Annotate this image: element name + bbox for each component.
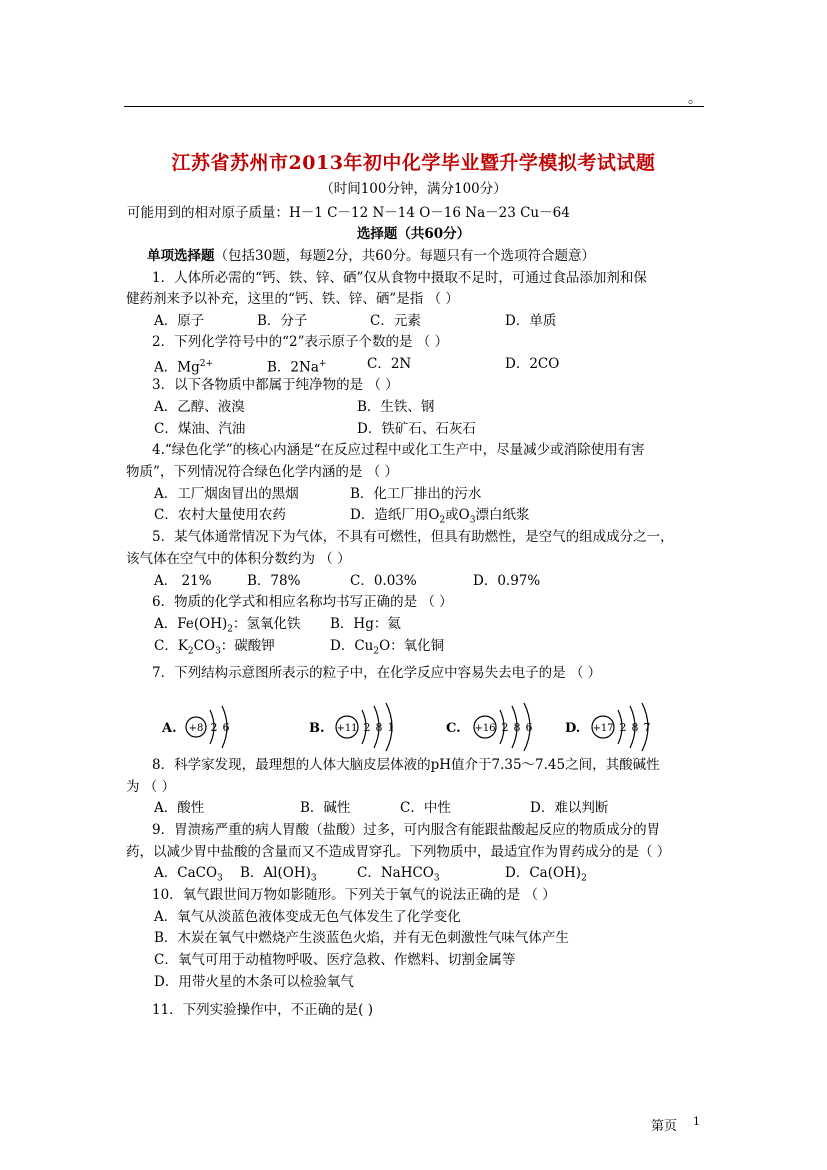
q4-option-d-part2: 或O: [445, 507, 470, 523]
q5-stem-line1: 5．某气体通常情况下为气体，不具有可燃性，但具有助燃性，是空气的组成成分之一，: [152, 529, 674, 545]
q9-option-c-sub: 3: [433, 873, 440, 884]
q8-stem-line2: 为 （ ）: [126, 779, 176, 795]
q8-stem-line1: 8．科学家发现，最理想的人体大脑皮层体液的pH值介于7.35～7.45之间，其酸碱性: [152, 757, 660, 773]
q2-option-a-text: A．Mg: [154, 359, 200, 376]
q9-option-b: [240, 864, 317, 888]
q6-option-a-part1: A．Fe(OH): [154, 616, 228, 632]
q9-option-a-text: A．CaCO: [154, 865, 218, 881]
structure-d-shell-1-count: 2: [619, 721, 627, 734]
section-intro: [147, 247, 595, 265]
footer-page-number: 1: [693, 1115, 700, 1128]
structure-d-nucleus: +17: [592, 723, 614, 734]
exam-title: 江苏省苏州市2013年初中化学毕业暨升学模拟考试试题: [171, 152, 656, 174]
structure-d-shell-3-count: 7: [643, 721, 651, 734]
q7-stem: 7．下列结构示意图所表示的粒子中，在化学反应中容易失去电子的是 （ ）: [152, 665, 602, 681]
q9-option-d: [505, 864, 587, 888]
q9-stem-line1: 9．胃溃疡严重的病人胃酸（盐酸）过多，可内服含有能跟盐酸起反应的物质成分的胃: [152, 822, 661, 838]
q2-stem: 2．下列化学符号中的“2”表示原子个数的是 （ ）: [152, 334, 449, 350]
structure-b-shell-3-count: 1: [387, 721, 395, 734]
atom-structure-a: [160, 702, 240, 752]
q1-option-c: C．元素: [370, 313, 421, 329]
q4-stem-line1: 4.“绿色化学”的核心内涵是“在反应过程中或化工生产中，尽量减少或消除使用有害: [152, 442, 645, 458]
q4-option-d-part3: 漂白纸浆: [475, 507, 530, 523]
structure-d-shell-2-count: 8: [631, 721, 639, 734]
q5-option-b: B．78%: [247, 573, 301, 589]
q5-option-c: C．0.03%: [350, 573, 417, 589]
q4-stem-line2: 物质”，下列情况符合绿色化学内涵的是 （ ）: [126, 464, 398, 480]
q8-option-a: A．酸性: [154, 800, 205, 816]
q1-option-b: B．分子: [257, 313, 308, 329]
q8-option-d: D．难以判断: [530, 800, 609, 816]
q3-option-d: D．铁矿石、石灰石: [357, 421, 476, 437]
q6-option-c-part1: C．K: [154, 638, 188, 654]
q6-option-c-part3: ：碳酸钾: [220, 638, 275, 654]
q5-option-a: A． 21%: [154, 573, 212, 589]
structure-c-letter: C.: [446, 721, 461, 736]
atom-structure-c: [444, 702, 544, 752]
structure-b-letter: B.: [309, 721, 325, 736]
q9-option-d-sub: 2: [581, 873, 587, 884]
exam-duration: （时间100分钟，满分100分）: [320, 181, 507, 197]
q10-option-d: D．用带火星的木条可以检验氧气: [154, 974, 354, 990]
q4-option-a: A．工厂烟囱冒出的黑烟: [154, 486, 299, 502]
structure-c-shell-2-count: 8: [513, 721, 521, 734]
q2-option-b: [267, 355, 326, 377]
q9-stem-line2: 药，以减少胃中盐酸的含量而又不造成胃穿孔。下列物质中，最适宜作为胃药成分的是（ ）: [126, 844, 671, 860]
q6-option-a: [154, 615, 300, 639]
q1-option-a: A．原子: [154, 313, 205, 329]
q5-option-d: D．0.97%: [473, 573, 541, 589]
q4-option-c: C．农村大量使用农药: [154, 507, 286, 523]
structure-c-shell-1-count: 2: [501, 721, 509, 734]
q2-option-a: [154, 355, 213, 377]
section-intro-heading: 单项选择题: [147, 248, 215, 264]
structure-c-nucleus: +16: [474, 723, 496, 734]
atom-structure-d: [563, 702, 663, 752]
atom-structure-b: [307, 702, 407, 752]
q6-option-d-part2: O：氧化铜: [379, 638, 445, 654]
q9-option-b-text: B．Al(OH): [240, 865, 311, 881]
q10-stem: 10．氧气跟世间万物如影随形。下列关于氧气的说法正确的是 （ ）: [152, 887, 556, 903]
q4-option-d-sub1: 2: [439, 515, 446, 526]
q6-option-c-sub2: 3: [215, 646, 221, 657]
q6-option-d: [330, 637, 444, 661]
q1-stem-line2: 健药剂来予以补充，这里的“钙、铁、锌、硒”是指 （ ）: [126, 291, 459, 307]
q11-stem: 11．下列实验操作中，不正确的是( ): [152, 1002, 374, 1018]
q9-option-a: [154, 864, 223, 888]
q3-option-c: C．煤油、汽油: [154, 421, 246, 437]
q2-option-b-text: B．2Na: [267, 359, 319, 376]
q6-option-c-part2: CO: [193, 638, 216, 654]
q2-option-b-charge: +: [318, 359, 327, 369]
q6-option-a-part2: ：氢氧化铁: [232, 616, 301, 632]
q6-option-d-part1: D．Cu: [330, 638, 374, 654]
q6-option-c: [154, 637, 275, 661]
q4-option-d: [350, 506, 529, 530]
q9-option-c: [357, 864, 440, 888]
structure-b-shell-2-count: 8: [375, 721, 383, 734]
section-title: 选择题（共60分）: [356, 226, 471, 242]
q6-option-a-sub: 2: [227, 624, 233, 635]
structure-a-nucleus: +8: [188, 723, 204, 734]
q2-option-d: D．2CO: [505, 356, 560, 372]
q3-option-b: B．生铁、钢: [357, 399, 435, 415]
q4-option-b: B．化工厂排出的污水: [350, 486, 482, 502]
structure-b-nucleus: +11: [336, 723, 358, 734]
q8-option-c: C．中性: [400, 800, 451, 816]
q10-option-b: B．木炭在氧气中燃烧产生淡蓝色火焰，并有无色刺激性气味气体产生: [154, 930, 569, 946]
structure-a-letter: A.: [162, 721, 177, 736]
q9-option-c-text: C．NaHCO: [357, 865, 434, 881]
q6-stem: 6．物质的化学式和相应名称均书写正确的是 （ ）: [152, 594, 453, 610]
q10-option-c: C．氧气可用于动植物呼吸、医疗急救、作燃料、切割金属等: [154, 952, 516, 968]
structure-a-shell-1-count: 2: [210, 721, 218, 734]
footer-page-label: 第页: [651, 1119, 678, 1134]
q5-stem-line2: 该气体在空气中的体积分数约为 （ ）: [126, 551, 351, 567]
structure-a-shell-2-count: 6: [222, 721, 230, 734]
section-intro-text: （包括30题，每题2分，共60分。每题只有一个选项符合题意）: [214, 248, 595, 264]
q9-option-d-text: D．Ca(OH): [505, 865, 582, 881]
q9-option-b-sub: 3: [310, 873, 317, 884]
structure-b-shell-1-count: 2: [363, 721, 371, 734]
structure-c-shell-3-count: 6: [525, 721, 533, 734]
q6-option-b: B．Hg：氦: [330, 616, 401, 632]
q6-option-d-sub: 2: [373, 646, 380, 657]
q1-stem-line1: 1．人体所必需的“钙、铁、锌、硒”仅从食物中摄取不足时，可通过食品添加剂和保: [152, 270, 647, 286]
q6-option-c-sub1: 2: [187, 646, 194, 657]
q9-option-a-sub: 3: [217, 873, 223, 884]
structure-d-letter: D.: [565, 721, 581, 736]
q4-option-d-sub2: 3: [469, 515, 476, 526]
q1-option-d: D．单质: [505, 313, 557, 329]
atomic-masses: 可能用到的相对原子质量：H－1 C－12 N－14 O－16 Na－23 Cu－64: [127, 205, 570, 221]
q10-option-a: A．氧气从淡蓝色液体变成无色气体发生了化学变化: [154, 909, 461, 925]
header-mark: 。: [688, 91, 702, 107]
q4-option-d-part1: D．造纸厂用O: [350, 507, 440, 523]
q2-option-c: C．2N: [367, 356, 412, 372]
q2-option-a-charge: 2+: [199, 359, 213, 369]
q3-option-a: A．乙醇、液溴: [154, 399, 245, 415]
header-rule: [124, 106, 704, 107]
q8-option-b: B．碱性: [300, 800, 351, 816]
q3-stem: 3．以下各物质中都属于纯净物的是 （ ）: [152, 377, 399, 393]
